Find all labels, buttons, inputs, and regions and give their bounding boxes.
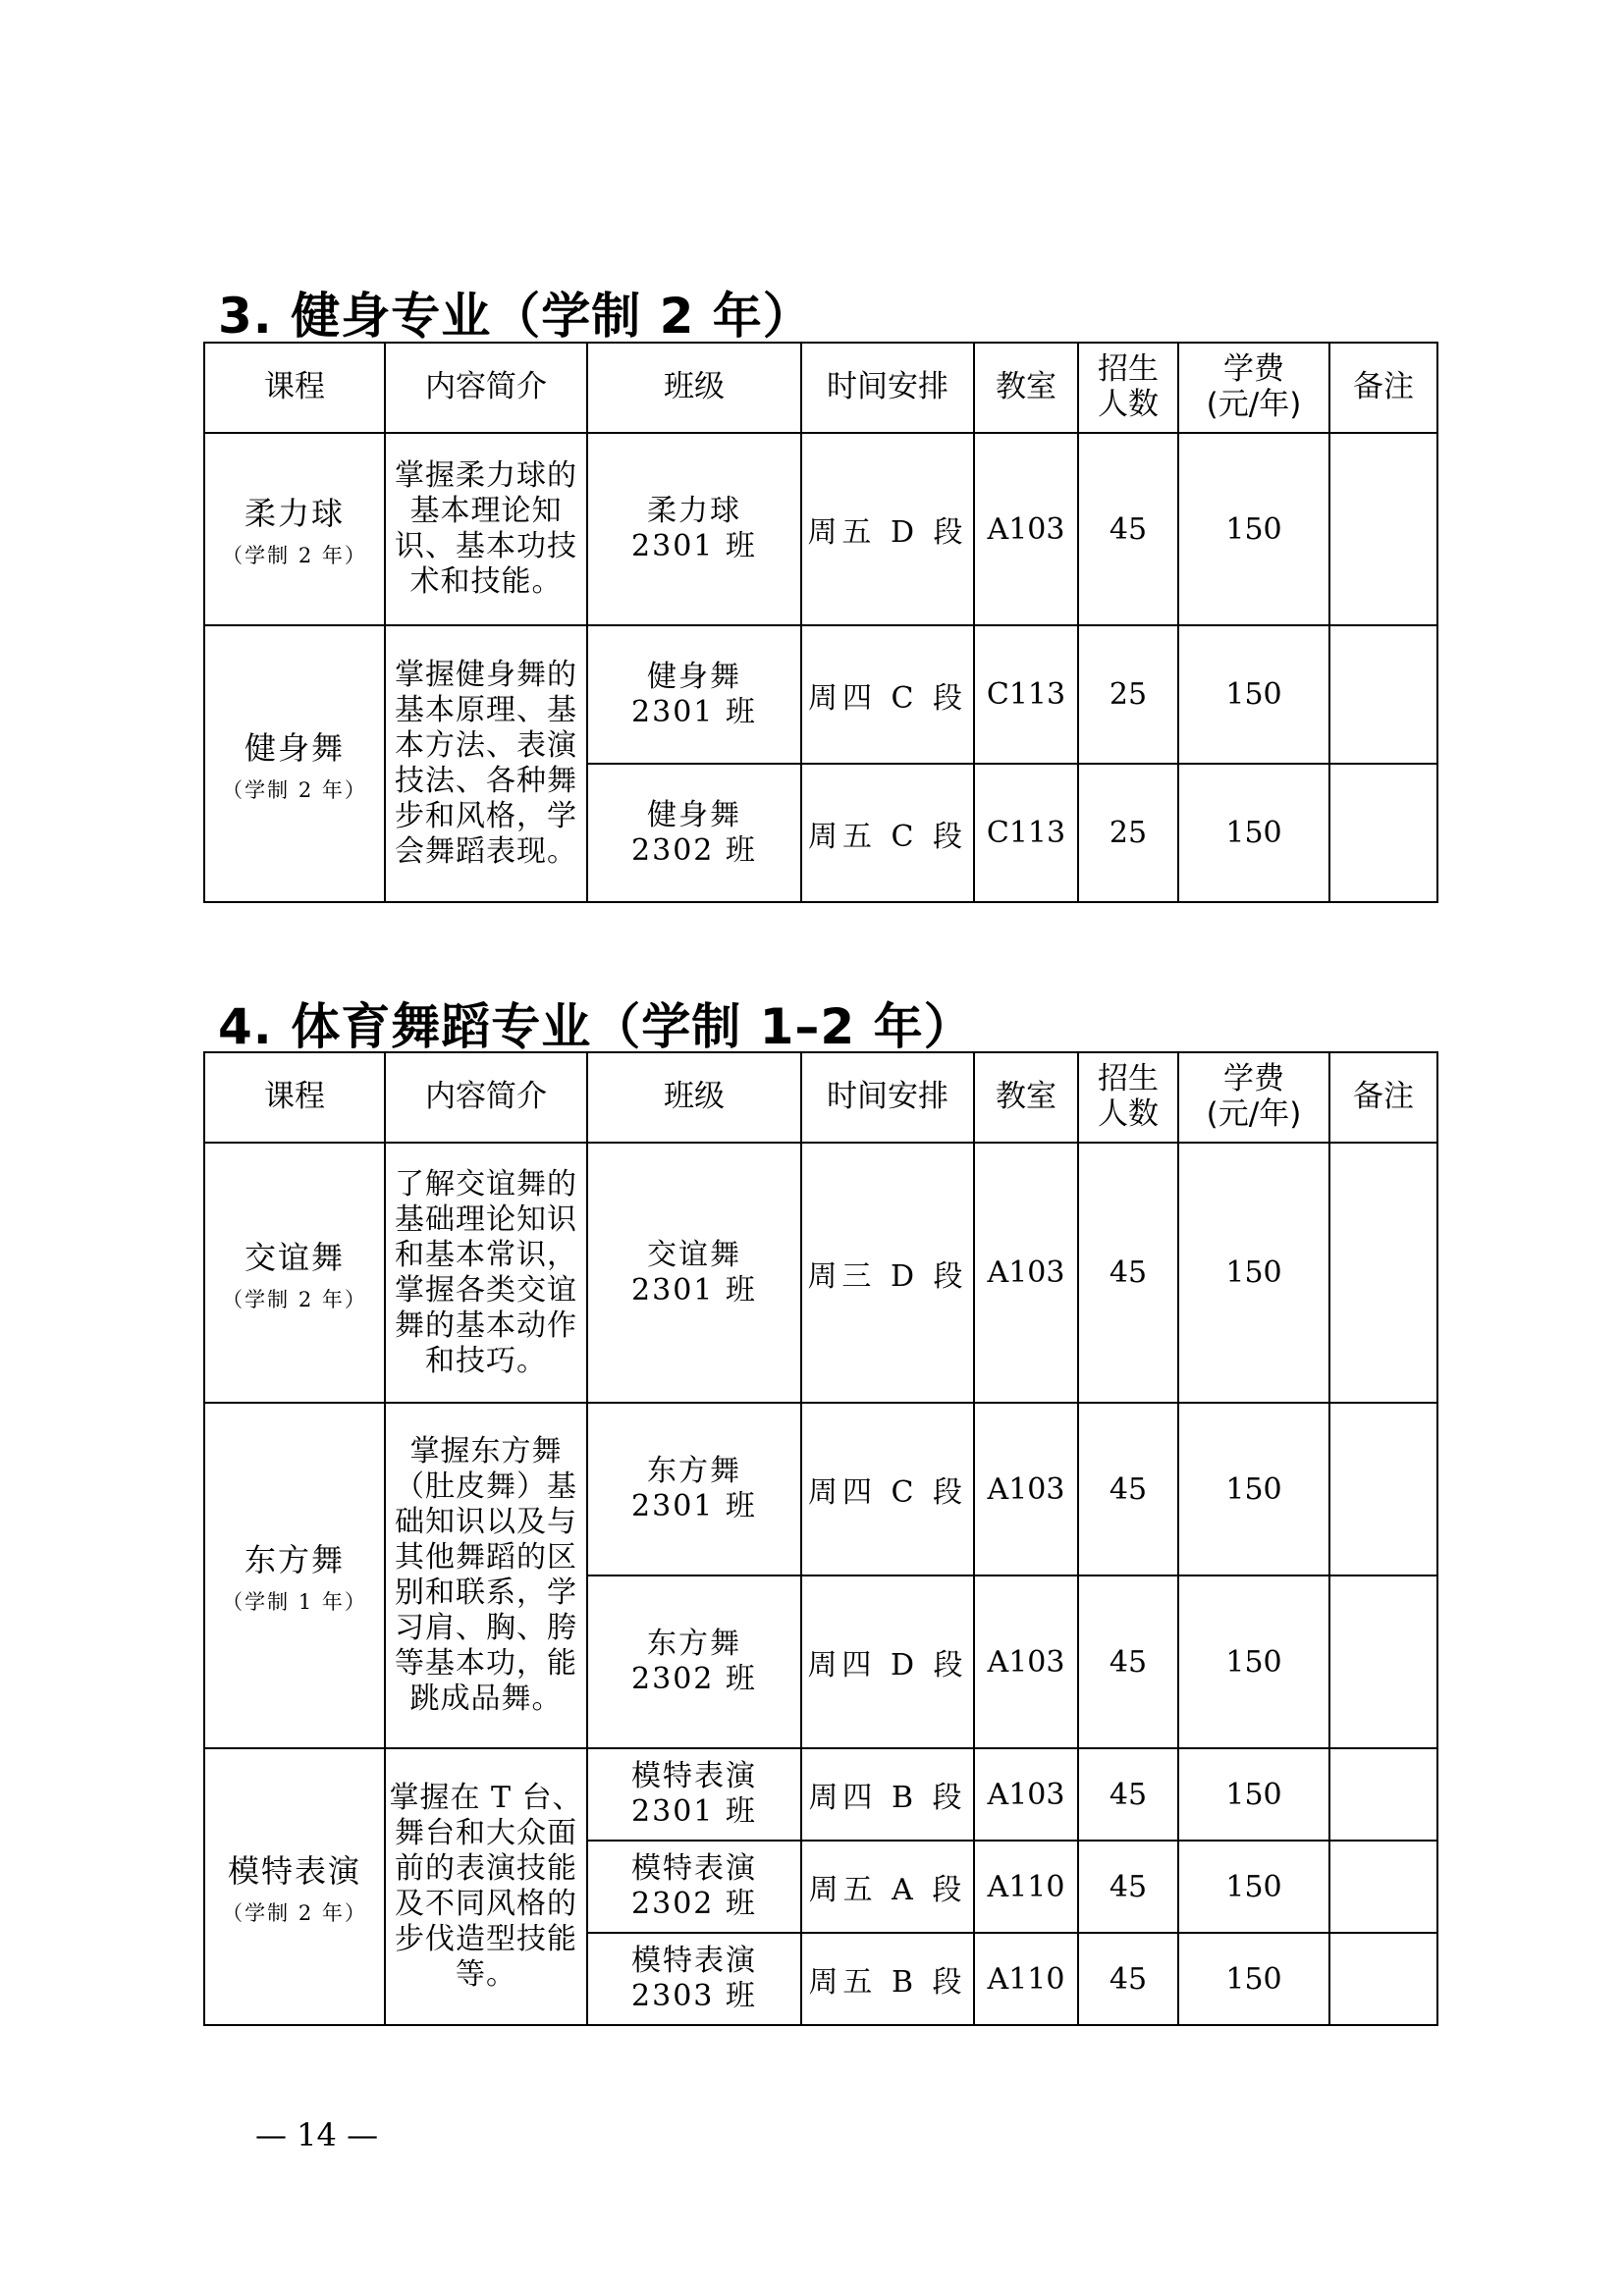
course-cell — [204, 1403, 385, 1748]
class-number: 2303 班 — [631, 1979, 757, 2013]
header-fee: 学费 (元/年) — [1178, 343, 1329, 433]
table-row — [204, 1143, 1437, 1403]
table-row — [204, 433, 1437, 625]
class-time: 周五 B 段 — [801, 1933, 974, 2025]
class-enrollment: 45 — [1078, 1143, 1178, 1403]
class-number: 2302 班 — [631, 1887, 757, 1921]
header-time: 时间安排 — [801, 343, 974, 433]
class-time: 周四 B 段 — [801, 1748, 974, 1841]
class-fee: 150 — [1178, 1575, 1329, 1748]
class-fee: 150 — [1178, 1403, 1329, 1575]
section-title: 3. 健身专业（学制 2 年） — [218, 288, 813, 345]
class-cell — [587, 1143, 801, 1403]
class-name: 东方舞 — [647, 1627, 741, 1661]
class-note — [1329, 1841, 1437, 1933]
class-cell — [587, 433, 801, 625]
course-table — [203, 342, 1438, 903]
table-row — [204, 1403, 1437, 1575]
class-name: 东方舞 — [647, 1454, 741, 1488]
class-name: 模特表演 — [631, 1944, 757, 1978]
header-enrollment: 招生 人数 — [1078, 343, 1178, 433]
class-fee: 150 — [1178, 1748, 1329, 1841]
class-cell — [587, 1933, 801, 2025]
class-fee: 150 — [1178, 1143, 1329, 1403]
class-time: 周五 A 段 — [801, 1841, 974, 1933]
course-name: 模特表演 — [227, 1852, 361, 1890]
class-note — [1329, 1748, 1437, 1841]
class-time: 周四 C 段 — [801, 1403, 974, 1575]
course-cell — [204, 625, 385, 902]
class-number: 2302 班 — [631, 1662, 757, 1696]
section-title: 4. 体育舞蹈专业（学制 1–2 年） — [218, 998, 974, 1055]
course-name: 交谊舞 — [244, 1238, 345, 1276]
header-note: 备注 — [1329, 1052, 1437, 1143]
class-name: 模特表演 — [631, 1851, 757, 1886]
class-note — [1329, 625, 1437, 764]
class-room: A110 — [974, 1841, 1078, 1933]
class-name: 健身舞 — [647, 797, 741, 832]
class-cell — [587, 1403, 801, 1575]
class-time: 周五 C 段 — [801, 764, 974, 902]
header-class: 班级 — [587, 1052, 801, 1143]
page-number: — 14 — — [255, 2116, 379, 2154]
class-fee: 150 — [1178, 625, 1329, 764]
header-note: 备注 — [1329, 343, 1437, 433]
class-cell — [587, 1575, 801, 1748]
class-room: A103 — [974, 433, 1078, 625]
class-room: A103 — [974, 1403, 1078, 1575]
header-intro: 内容简介 — [385, 1052, 587, 1143]
class-fee: 150 — [1178, 433, 1329, 625]
class-enrollment: 45 — [1078, 433, 1178, 625]
class-number: 2301 班 — [631, 529, 757, 563]
course-intro: 掌握柔力球的基本理论知识、基本功技术和技能。 — [385, 433, 587, 625]
class-note — [1329, 1575, 1437, 1748]
course-cell — [204, 1143, 385, 1403]
course-intro: 了解交谊舞的基础理论知识和基本常识，掌握各类交谊舞的基本动作和技巧。 — [385, 1143, 587, 1403]
class-name: 健身舞 — [647, 659, 741, 694]
class-enrollment: 25 — [1078, 625, 1178, 764]
class-cell — [587, 1841, 801, 1933]
class-number: 2301 班 — [631, 1489, 757, 1523]
course-duration: （学制 2 年） — [222, 544, 367, 567]
class-time: 周四 C 段 — [801, 625, 974, 764]
class-room: C113 — [974, 764, 1078, 902]
class-number: 2301 班 — [631, 1794, 757, 1829]
class-time: 周三 D 段 — [801, 1143, 974, 1403]
table-row — [204, 625, 1437, 764]
class-fee: 150 — [1178, 1933, 1329, 2025]
course-intro: 掌握在 T 台、舞台和大众面前的表演技能及不同风格的步伐造型技能等。 — [385, 1748, 587, 2025]
class-fee: 150 — [1178, 764, 1329, 902]
class-cell — [587, 1748, 801, 1841]
header-class: 班级 — [587, 343, 801, 433]
table-header-row — [204, 343, 1437, 433]
header-time: 时间安排 — [801, 1052, 974, 1143]
class-enrollment: 45 — [1078, 1933, 1178, 2025]
class-note — [1329, 1403, 1437, 1575]
header-intro: 内容简介 — [385, 343, 587, 433]
class-number: 2302 班 — [631, 832, 757, 868]
class-number: 2301 班 — [631, 694, 757, 729]
course-name: 健身舞 — [244, 729, 345, 767]
header-room: 教室 — [974, 1052, 1078, 1143]
class-time: 周四 D 段 — [801, 1575, 974, 1748]
class-note — [1329, 433, 1437, 625]
course-duration: （学制 1 年） — [222, 1590, 367, 1614]
table-header-row — [204, 1052, 1437, 1143]
class-name: 模特表演 — [631, 1759, 757, 1793]
class-room: C113 — [974, 625, 1078, 764]
course-duration: （学制 2 年） — [222, 778, 367, 802]
course-name: 东方舞 — [244, 1541, 345, 1578]
class-room: A103 — [974, 1748, 1078, 1841]
class-note — [1329, 1143, 1437, 1403]
class-name: 交谊舞 — [647, 1237, 741, 1272]
class-number: 2301 班 — [631, 1272, 757, 1308]
class-enrollment: 45 — [1078, 1748, 1178, 1841]
header-course: 课程 — [204, 343, 385, 433]
class-cell — [587, 625, 801, 764]
class-room: A103 — [974, 1143, 1078, 1403]
course-name: 柔力球 — [244, 495, 345, 532]
class-enrollment: 45 — [1078, 1403, 1178, 1575]
header-course: 课程 — [204, 1052, 385, 1143]
course-duration: （学制 2 年） — [222, 1901, 367, 1925]
class-note — [1329, 764, 1437, 902]
header-enrollment: 招生 人数 — [1078, 1052, 1178, 1143]
course-table — [203, 1051, 1438, 2026]
class-room: A110 — [974, 1933, 1078, 2025]
class-cell — [587, 764, 801, 902]
course-intro: 掌握健身舞的基本原理、基本方法、表演技法、各种舞步和风格，学会舞蹈表现。 — [385, 625, 587, 902]
class-fee: 150 — [1178, 1841, 1329, 1933]
class-name: 柔力球 — [647, 494, 741, 528]
class-note — [1329, 1933, 1437, 2025]
course-intro: 掌握东方舞（肚皮舞）基础知识以及与其他舞蹈的区别和联系，学习肩、胸、胯等基本功，能跳成品舞。 — [385, 1403, 587, 1748]
class-enrollment: 45 — [1078, 1575, 1178, 1748]
course-duration: （学制 2 年） — [222, 1287, 367, 1311]
course-cell — [204, 1748, 385, 2025]
class-room: A103 — [974, 1575, 1078, 1748]
table-row — [204, 1748, 1437, 1841]
course-cell — [204, 433, 385, 625]
header-fee: 学费 (元/年) — [1178, 1052, 1329, 1143]
class-enrollment: 25 — [1078, 764, 1178, 902]
class-time: 周五 D 段 — [801, 433, 974, 625]
header-room: 教室 — [974, 343, 1078, 433]
class-enrollment: 45 — [1078, 1841, 1178, 1933]
